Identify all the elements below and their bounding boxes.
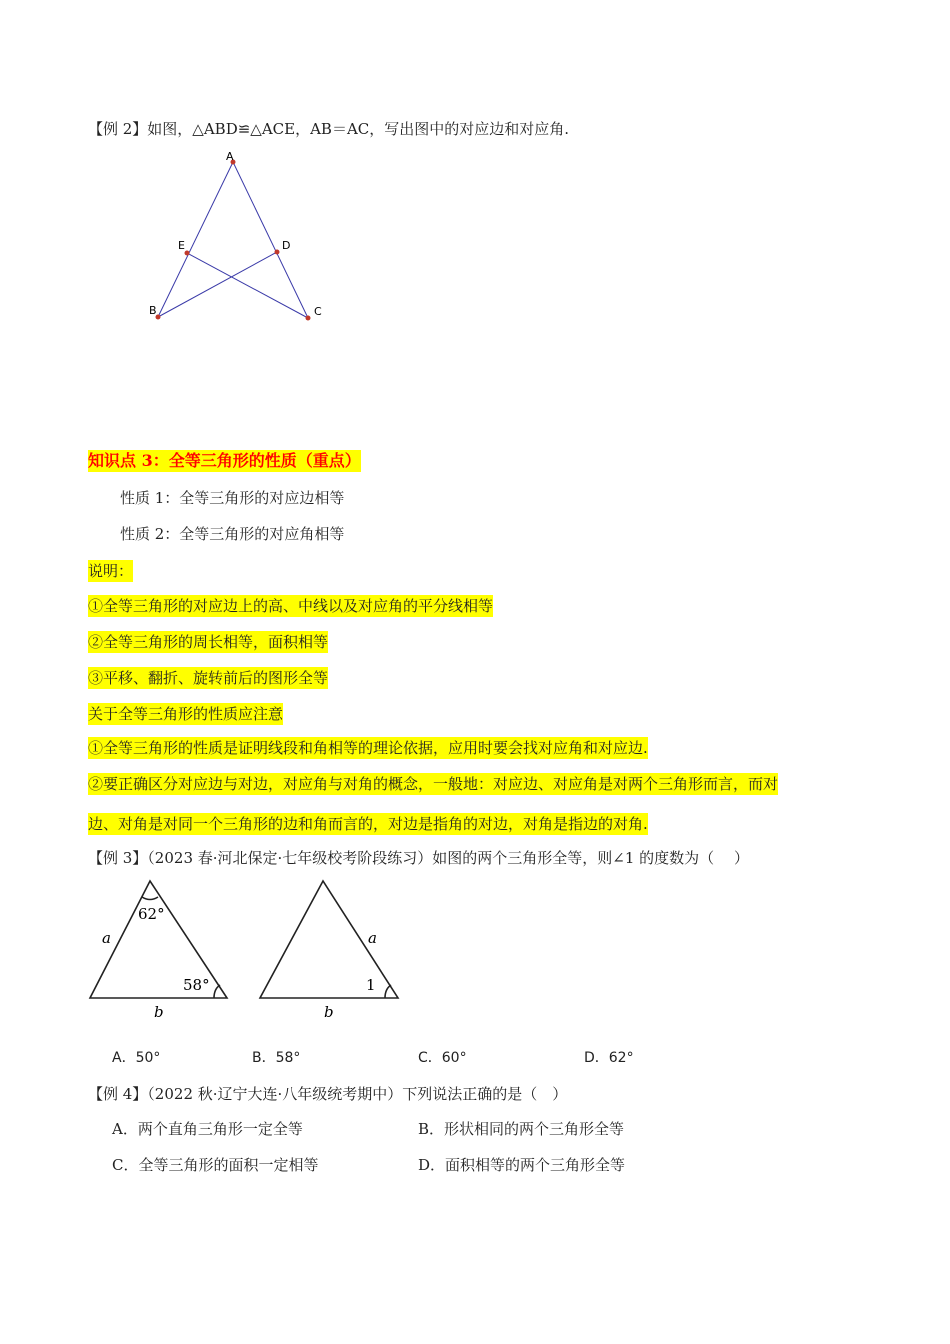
attention-1: ①全等三角形的性质是证明线段和角相等的理论依据，应用时要会找对应角和对应边.	[88, 739, 648, 757]
triangle-figure-abd-ace	[140, 140, 340, 340]
ex4-option-c: C．全等三角形的面积一定相等	[112, 1156, 319, 1174]
right-side-b: b	[324, 1003, 334, 1021]
right-side-a: a	[368, 929, 377, 947]
label-c: C	[314, 305, 322, 318]
label-b: B	[149, 304, 157, 317]
left-right-angle: 58°	[183, 976, 210, 994]
note-title: 说明：	[88, 562, 134, 580]
property-1: 性质 1：全等三角形的对应边相等	[120, 489, 345, 507]
two-congruent-triangles-figure	[80, 873, 420, 1023]
ex3-option-a: A．50°	[112, 1050, 161, 1066]
right-angle-1: 1	[366, 976, 376, 994]
note-2: ②全等三角形的周长相等，面积相等	[88, 633, 329, 651]
ex4-option-d: D．面积相等的两个三角形全等	[418, 1156, 626, 1174]
example-3-question: 【例 3】（2023 春·河北保定·七年级校考阶段练习）如图的两个三角形全等，则∠1 的度数为（ ）	[88, 849, 749, 867]
ex3-option-c: C．60°	[418, 1050, 467, 1066]
note-1: ①全等三角形的对应边上的高、中线以及对应角的平分线相等	[88, 597, 494, 615]
label-a: A	[226, 150, 234, 163]
knowledge-point-heading: 知识点 3：全等三角形的性质（重点）	[88, 451, 361, 470]
left-side-b: b	[154, 1003, 164, 1021]
attention-2: ②要正确区分对应边与对边，对应角与对角的概念，一般地：对应边、对应角是对两个三角形而言，而对	[88, 775, 779, 793]
ex4-option-b: B．形状相同的两个三角形全等	[418, 1120, 625, 1138]
ex3-option-d: D．62°	[584, 1050, 634, 1066]
label-e: E	[178, 239, 185, 252]
ex4-option-a: A．两个直角三角形一定全等	[112, 1120, 303, 1138]
attention-3: 边、对角是对同一个三角形的边和角而言的，对边是指角的对边，对角是指边的对角.	[88, 815, 648, 833]
attention-title: 关于全等三角形的性质应注意	[88, 705, 284, 723]
note-3: ③平移、翻折、旋转前后的图形全等	[88, 669, 329, 687]
left-top-angle: 62°	[138, 905, 165, 923]
label-d: D	[282, 239, 291, 252]
property-2: 性质 2：全等三角形的对应角相等	[120, 525, 345, 543]
left-side-a: a	[102, 929, 111, 947]
example-2-question: 【例 2】如图，△ABD≌△ACE，AB＝AC，写出图中的对应边和对应角.	[88, 120, 570, 138]
example-4-question: 【例 4】（2022 秋·辽宁大连·八年级统考期中）下列说法正确的是（ ）	[88, 1085, 568, 1103]
ex3-option-b: B．58°	[252, 1050, 301, 1066]
